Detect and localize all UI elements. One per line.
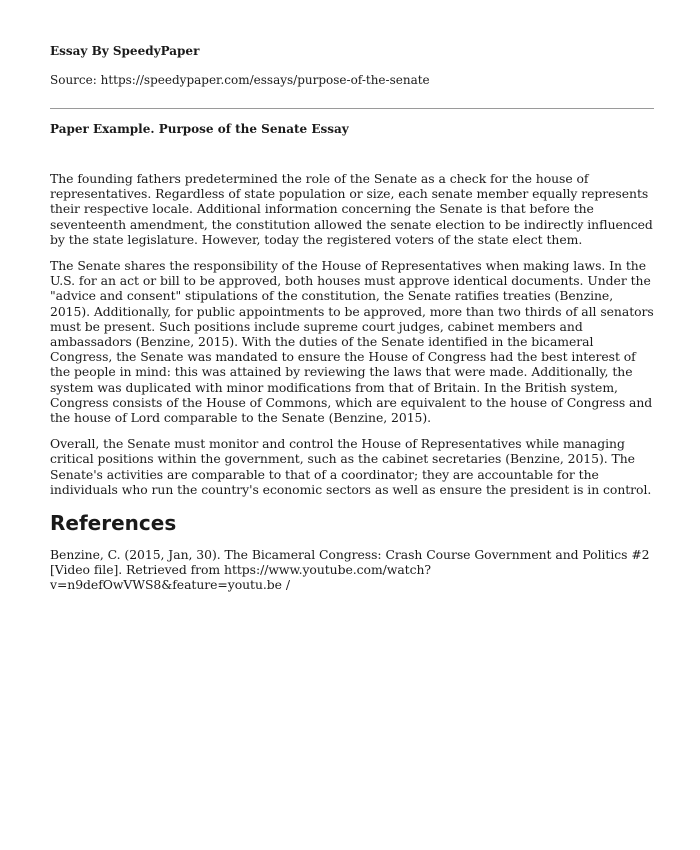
header-divider bbox=[50, 108, 654, 109]
source-url: https://speedypaper.com/essays/purpose-of-the-senate bbox=[100, 73, 430, 87]
paragraph-2: The Senate shares the responsibility of the House of Representatives when making laws. In the U.S. for an act or bill to be approved, both houses must approve identical documents. Under the "advice and consent" stipulations of the constitution, the Senate ratifies treaties (Benzine, 2015). Additionally, for public appointments to be approved, more than two thirds of all senators must be present. Such positions include supreme court judges, cabinet members and ambassadors (Benzine, 2015). With the duties of the Senate identified in the bicameral Congress, the Senate was mandated to ensure the House of Congress had the best interest of the people in mind: this was attained by reviewing the laws that were made. Additionally, the system was duplicated with minor modifications from that of Britain. In the British system, Congress consists of the House of Commons, which are equivalent to the house of Congress and the house of Lord comparable to the Senate (Benzine, 2015). bbox=[50, 258, 654, 426]
paper-title: Paper Example. Purpose of the Senate Essay bbox=[50, 122, 349, 136]
essay-source-title: Essay By SpeedyPaper bbox=[50, 44, 200, 58]
source-label: Source: bbox=[50, 73, 101, 87]
source-line bbox=[50, 73, 430, 87]
paragraph-1: The founding fathers predetermined the role of the Senate as a check for the house of representatives. Regardless of state population or size, each senate member equally represents their respective locale. Additional information concerning the Senate is that before the seventeenth amendment, the constitution allowed the senate election to be indirectly influenced by the state legislature. However, today the registered voters of the state elect them. bbox=[50, 171, 653, 247]
paragraph-3: Overall, the Senate must monitor and control the House of Representatives while managing critical positions within the government, such as the cabinet secretaries (Benzine, 2015). The Senate's activities are comparable to that of a coordinator; they are accountable for the individuals who run the country's economic sectors as well as ensure the president is in control. bbox=[50, 436, 652, 497]
reference-entry: Benzine, C. (2015, Jan, 30). The Bicameral Congress: Crash Course Government and Politics #2 [Video file]. Retrieved from https://www.youtube.com/watch?v=n9defOwVWS8&feature=youtu.be / bbox=[50, 547, 650, 593]
references-heading: References bbox=[50, 511, 177, 536]
essay-body bbox=[50, 171, 656, 604]
